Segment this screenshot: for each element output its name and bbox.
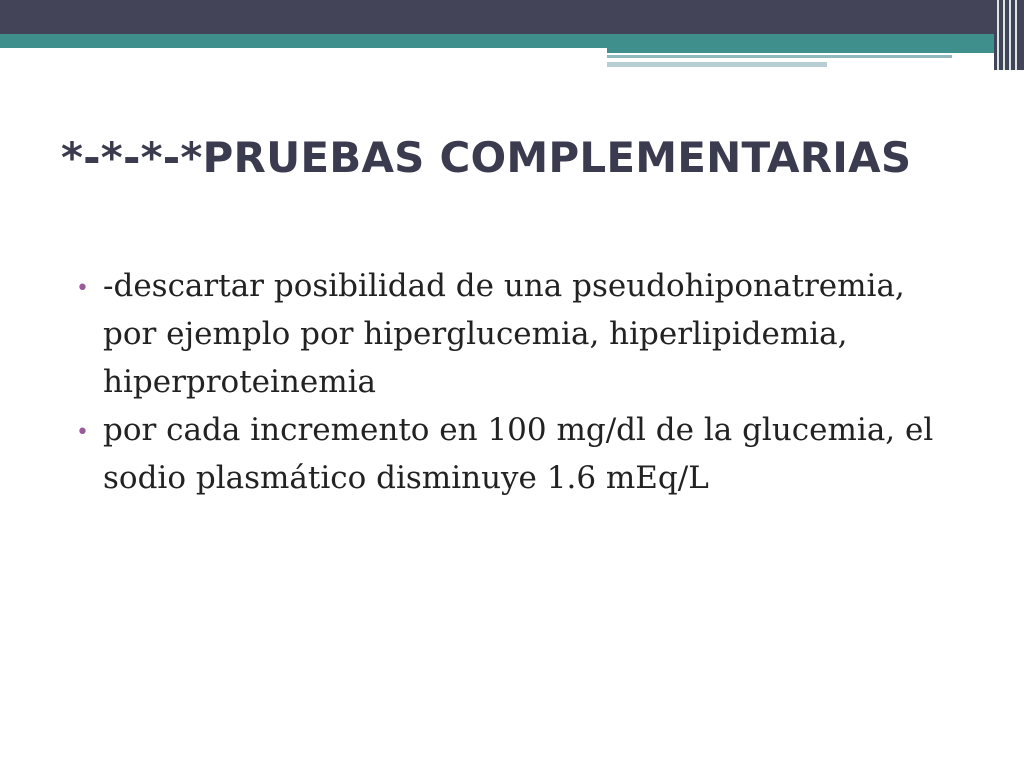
header-accent-line-upper — [607, 55, 952, 58]
header-corner-stripe — [1003, 0, 1005, 70]
bullet-text: por cada incremento en 100 mg/dl de la glucemia, el sodio plasmático disminuye 1.6 mEq/L — [103, 412, 934, 496]
header-corner-stripe — [1015, 0, 1017, 70]
header-dark-band — [0, 0, 1024, 34]
header-corner-stripe — [997, 0, 999, 70]
header-accent-line-lower — [607, 62, 827, 67]
header-corner-stripe — [1009, 0, 1011, 70]
slide-title: *-*-*-*PRUEBAS COMPLEMENTARIAS — [61, 133, 912, 182]
header-teal-band-right — [607, 34, 1024, 53]
bullet-item — [74, 262, 954, 406]
header-teal-band-left — [0, 34, 607, 48]
bullet-list — [74, 262, 954, 502]
bullet-text: -descartar posibilidad de una pseudohiponatremia, por ejemplo por hiperglucemia, hiperlipidemia, hiperproteinemia — [103, 268, 905, 400]
bullet-item — [74, 406, 954, 502]
bullet-dot-icon: • — [76, 420, 89, 445]
bullet-dot-icon: • — [76, 276, 89, 301]
